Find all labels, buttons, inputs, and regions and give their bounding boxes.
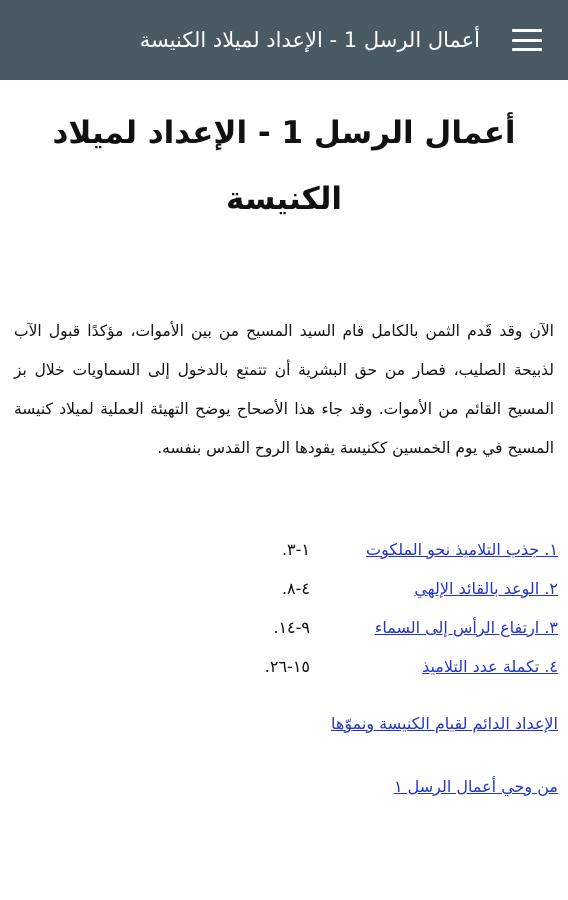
section-ref-4: ١٥-٢٦. bbox=[264, 657, 310, 676]
page-title: أعمال الرسل 1 - الإعداد لميلاد الكنيسة bbox=[52, 115, 516, 217]
sections-list bbox=[0, 540, 568, 696]
hamburger-menu-icon[interactable] bbox=[512, 29, 542, 51]
intro-paragraph: الآن وقد قَدم الثمن بالكامل قام السيد المسيح من بين الأموات، مؤكدًا قبول الآب لذبيحة الصليب، فصار من حق البشرية أن تتمتع بالدخول إلى السماويات خلال بز المسيح القائم من الأموات. وقد جاء هذا الأصحاح يوضح التهيئة العملية لميلاد كنيسة المسيح في يوم الخمسين ككنيسة يقودها الروح القدس بنفسه. bbox=[14, 322, 554, 457]
section-link-1[interactable]: ١. جذب التلاميذ نحو الملكوت bbox=[366, 540, 558, 559]
main-content bbox=[0, 80, 568, 796]
section-link-4[interactable]: ٤. تكملة عدد التلاميذ bbox=[422, 657, 558, 676]
section-link-2[interactable]: ٢. الوعد بالقائد الإلهي bbox=[414, 579, 558, 598]
section-ref-1: ١-٣. bbox=[281, 540, 310, 559]
inspiration-link[interactable]: من وحي أعمال الرسل ١ bbox=[393, 777, 558, 796]
list-item bbox=[0, 579, 558, 618]
continuous-preparation-link[interactable]: الإعداد الدائم لقيام الكنيسة ونموّها bbox=[331, 714, 558, 733]
section-ref-2: ٤-٨. bbox=[281, 579, 310, 598]
app-bar bbox=[0, 0, 568, 80]
section-ref-3: ٩-١٤. bbox=[273, 618, 310, 637]
list-item bbox=[0, 657, 558, 696]
app-bar-title: أعمال الرسل 1 - الإعداد لميلاد الكنيسة bbox=[139, 28, 480, 52]
section-link-3[interactable]: ٣. ارتفاع الرأس إلى السماء bbox=[374, 618, 558, 637]
list-item bbox=[0, 540, 558, 579]
list-item bbox=[0, 618, 558, 657]
